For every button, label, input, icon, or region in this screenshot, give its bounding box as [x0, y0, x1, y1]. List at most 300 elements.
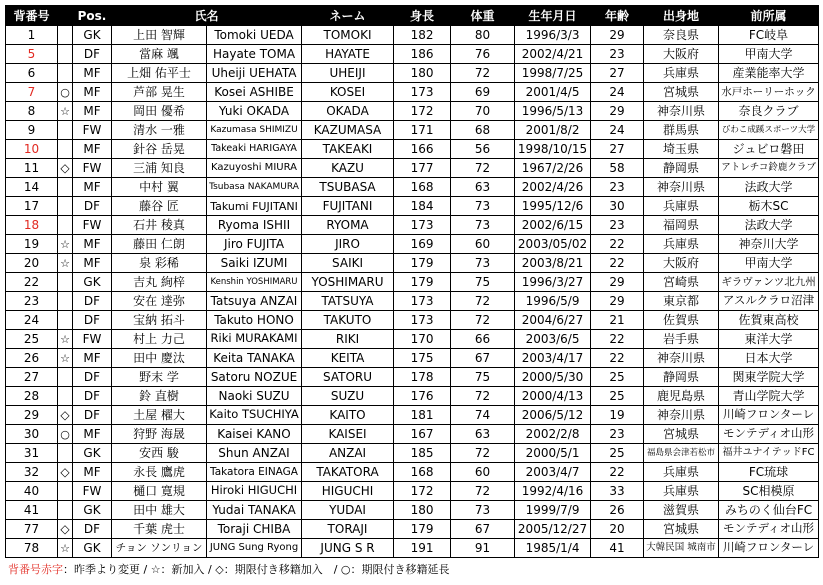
player-number: 40: [6, 482, 58, 501]
player-previous-club: 水戸ホーリーホック: [719, 83, 819, 102]
player-position: MF: [73, 254, 112, 273]
player-age: 30: [591, 197, 644, 216]
header-hometown: 出身地: [644, 6, 719, 26]
player-weight: 76: [451, 45, 515, 64]
player-height: 175: [394, 349, 451, 368]
player-birthdate: 1985/1/4: [515, 539, 591, 558]
header-display-name: ネーム: [302, 6, 394, 26]
player-weight: 72: [451, 64, 515, 83]
player-number: 27: [6, 368, 58, 387]
player-birthdate: 2000/4/13: [515, 387, 591, 406]
player-position: MF: [73, 64, 112, 83]
player-display-name: TORAJI: [302, 520, 394, 539]
player-weight: 72: [451, 387, 515, 406]
player-position: GK: [73, 273, 112, 292]
player-name-en: Keita TANAKA: [207, 349, 302, 368]
player-position: MF: [73, 349, 112, 368]
player-name-en: Satoru NOZUE: [207, 368, 302, 387]
player-birthdate: 1996/3/3: [515, 26, 591, 45]
player-age: 24: [591, 83, 644, 102]
player-birthdate: 2005/12/27: [515, 520, 591, 539]
player-name-en: Yudai TANAKA: [207, 501, 302, 520]
player-status-mark: [58, 178, 73, 197]
player-hometown: 滋賀県: [644, 501, 719, 520]
player-age: 23: [591, 216, 644, 235]
player-display-name: SUZU: [302, 387, 394, 406]
player-weight: 70: [451, 102, 515, 121]
player-previous-club: モンテディオ山形: [719, 425, 819, 444]
player-number: 24: [6, 311, 58, 330]
player-status-mark: ☆: [58, 539, 73, 558]
player-birthdate: 1998/10/15: [515, 140, 591, 159]
player-name-ja: 上田 智輝: [112, 26, 207, 45]
player-height: 182: [394, 26, 451, 45]
player-name-ja: 芦部 晃生: [112, 83, 207, 102]
player-age: 22: [591, 254, 644, 273]
player-height: 172: [394, 482, 451, 501]
player-name-en: Riki MURAKAMI: [207, 330, 302, 349]
player-display-name: TOMOKI: [302, 26, 394, 45]
player-status-mark: [58, 273, 73, 292]
player-height: 185: [394, 444, 451, 463]
player-status-mark: ◇: [58, 406, 73, 425]
player-position: DF: [73, 311, 112, 330]
player-number: 28: [6, 387, 58, 406]
player-number: 5: [6, 45, 58, 64]
player-weight: 69: [451, 83, 515, 102]
player-birthdate: 2004/6/27: [515, 311, 591, 330]
player-row: [6, 349, 819, 368]
player-display-name: TAKEAKI: [302, 140, 394, 159]
player-birthdate: 2002/4/26: [515, 178, 591, 197]
player-previous-club: みちのく仙台FC: [719, 501, 819, 520]
player-hometown: 東京都: [644, 292, 719, 311]
player-name-en: Tatsuya ANZAI: [207, 292, 302, 311]
player-weight: 60: [451, 235, 515, 254]
player-hometown: 神奈川県: [644, 349, 719, 368]
player-hometown: 兵庫県: [644, 463, 719, 482]
player-number: 41: [6, 501, 58, 520]
player-name-ja: 吉丸 絢梓: [112, 273, 207, 292]
player-name-ja: 永長 鷹虎: [112, 463, 207, 482]
player-height: 172: [394, 102, 451, 121]
header-position: Pos.: [73, 6, 112, 26]
player-status-mark: [58, 26, 73, 45]
player-number: 25: [6, 330, 58, 349]
player-weight: 73: [451, 216, 515, 235]
player-hometown: 宮城県: [644, 520, 719, 539]
player-height: 180: [394, 501, 451, 520]
header-mark: [58, 6, 73, 26]
player-name-ja: 藤谷 匠: [112, 197, 207, 216]
player-weight: 75: [451, 368, 515, 387]
player-display-name: KOSEI: [302, 83, 394, 102]
player-birthdate: 1998/7/25: [515, 64, 591, 83]
player-position: DF: [73, 387, 112, 406]
player-weight: 68: [451, 121, 515, 140]
player-previous-club: 甲南大学: [719, 45, 819, 64]
player-name-ja: チョン ソンリョン: [112, 539, 207, 558]
player-status-mark: [58, 444, 73, 463]
player-weight: 63: [451, 178, 515, 197]
player-previous-club: FC岐阜: [719, 26, 819, 45]
player-hometown: 兵庫県: [644, 482, 719, 501]
player-status-mark: [58, 140, 73, 159]
player-height: 173: [394, 216, 451, 235]
player-height: 166: [394, 140, 451, 159]
player-previous-club: 法政大学: [719, 178, 819, 197]
player-hometown: 兵庫県: [644, 197, 719, 216]
player-hometown: 大阪府: [644, 254, 719, 273]
player-name-ja: 狩野 海晟: [112, 425, 207, 444]
player-age: 20: [591, 520, 644, 539]
player-name-ja: 樋口 寛規: [112, 482, 207, 501]
player-number: 78: [6, 539, 58, 558]
player-number: 32: [6, 463, 58, 482]
player-weight: 56: [451, 140, 515, 159]
header-birthdate: 生年月日: [515, 6, 591, 26]
player-hometown: 大韓民国 城南市: [644, 539, 719, 558]
player-name-en: Saiki IZUMI: [207, 254, 302, 273]
player-number: 6: [6, 64, 58, 83]
player-weight: 67: [451, 520, 515, 539]
header-row: [6, 6, 819, 26]
player-age: 26: [591, 501, 644, 520]
player-previous-club: 栃木SC: [719, 197, 819, 216]
player-number: 9: [6, 121, 58, 140]
player-name-en: Takumi FUJITANI: [207, 197, 302, 216]
player-status-mark: [58, 292, 73, 311]
player-position: MF: [73, 235, 112, 254]
player-height: 173: [394, 83, 451, 102]
player-row: [6, 387, 819, 406]
player-name-en: Yuki OKADA: [207, 102, 302, 121]
player-display-name: JIRO: [302, 235, 394, 254]
player-birthdate: 2003/05/02: [515, 235, 591, 254]
player-height: 184: [394, 197, 451, 216]
table-body: [6, 26, 819, 558]
player-name-en: Kazuyoshi MIURA: [207, 159, 302, 178]
player-name-en: Hayate TOMA: [207, 45, 302, 64]
player-name-ja: 安西 駿: [112, 444, 207, 463]
player-status-mark: ☆: [58, 235, 73, 254]
player-name-ja: 三浦 知良: [112, 159, 207, 178]
table-header: [6, 6, 819, 26]
player-previous-club: 法政大学: [719, 216, 819, 235]
player-hometown: 兵庫県: [644, 235, 719, 254]
player-status-mark: ◇: [58, 159, 73, 178]
player-birthdate: 1999/7/9: [515, 501, 591, 520]
header-number: 背番号: [6, 6, 58, 26]
player-position: MF: [73, 83, 112, 102]
player-display-name: YOSHIMARU: [302, 273, 394, 292]
player-number: 19: [6, 235, 58, 254]
player-birthdate: 1996/5/9: [515, 292, 591, 311]
player-display-name: YUDAI: [302, 501, 394, 520]
player-status-mark: ◇: [58, 520, 73, 539]
legend: [8, 562, 450, 578]
player-age: 22: [591, 349, 644, 368]
player-number: 77: [6, 520, 58, 539]
player-weight: 74: [451, 406, 515, 425]
player-weight: 75: [451, 273, 515, 292]
header-weight: 体重: [451, 6, 515, 26]
player-display-name: KAZUMASA: [302, 121, 394, 140]
header-height: 身長: [394, 6, 451, 26]
player-row: [6, 273, 819, 292]
player-row: [6, 444, 819, 463]
player-display-name: RIKI: [302, 330, 394, 349]
player-display-name: SATORU: [302, 368, 394, 387]
player-display-name: UHEIJI: [302, 64, 394, 83]
player-age: 33: [591, 482, 644, 501]
player-age: 58: [591, 159, 644, 178]
player-name-en: Kaisei KANO: [207, 425, 302, 444]
player-previous-club: 青山学院大学: [719, 387, 819, 406]
player-age: 22: [591, 463, 644, 482]
player-name-ja: 清水 一雅: [112, 121, 207, 140]
player-age: 23: [591, 45, 644, 64]
player-row: [6, 254, 819, 273]
player-position: GK: [73, 444, 112, 463]
player-position: DF: [73, 406, 112, 425]
player-position: FW: [73, 121, 112, 140]
player-weight: 80: [451, 26, 515, 45]
player-name-ja: 田中 雄大: [112, 501, 207, 520]
player-birthdate: 2001/8/2: [515, 121, 591, 140]
player-height: 181: [394, 406, 451, 425]
player-birthdate: 2002/2/8: [515, 425, 591, 444]
player-hometown: 佐賀県: [644, 311, 719, 330]
player-age: 22: [591, 330, 644, 349]
player-number: 29: [6, 406, 58, 425]
player-height: 177: [394, 159, 451, 178]
player-height: 179: [394, 254, 451, 273]
player-weight: 73: [451, 501, 515, 520]
player-number: 20: [6, 254, 58, 273]
player-previous-club: 川崎フロンターレ: [719, 539, 819, 558]
player-name-ja: 中村 翼: [112, 178, 207, 197]
player-age: 29: [591, 292, 644, 311]
player-weight: 72: [451, 444, 515, 463]
player-number: 11: [6, 159, 58, 178]
player-status-mark: ☆: [58, 102, 73, 121]
player-height: 179: [394, 273, 451, 292]
legend-text: ：昨季より変更 / ☆：新加入 / ◇：期限付き移籍加入 / ○：期限付き移籍延長: [63, 563, 450, 576]
player-name-ja: 野末 学: [112, 368, 207, 387]
player-number: 23: [6, 292, 58, 311]
player-number: 1: [6, 26, 58, 45]
player-row: [6, 425, 819, 444]
player-row: [6, 102, 819, 121]
player-height: 168: [394, 178, 451, 197]
player-status-mark: [58, 311, 73, 330]
player-display-name: TATSUYA: [302, 292, 394, 311]
player-display-name: HAYATE: [302, 45, 394, 64]
player-height: 171: [394, 121, 451, 140]
player-previous-club: 佐賀東高校: [719, 311, 819, 330]
player-hometown: 宮城県: [644, 83, 719, 102]
header-age: 年齢: [591, 6, 644, 26]
player-birthdate: 2003/4/17: [515, 349, 591, 368]
player-previous-club: アトレチコ鈴鹿クラブ: [719, 159, 819, 178]
player-name-en: Ryoma ISHII: [207, 216, 302, 235]
player-status-mark: [58, 45, 73, 64]
player-previous-club: 福井ユナイテッドFC: [719, 444, 819, 463]
player-status-mark: [58, 216, 73, 235]
player-birthdate: 2003/4/7: [515, 463, 591, 482]
player-age: 24: [591, 121, 644, 140]
player-name-ja: 岡田 優希: [112, 102, 207, 121]
player-previous-club: 産業能率大学: [719, 64, 819, 83]
player-hometown: 宮城県: [644, 425, 719, 444]
player-position: GK: [73, 539, 112, 558]
player-previous-club: モンテディオ山形: [719, 520, 819, 539]
player-hometown: 兵庫県: [644, 64, 719, 83]
player-display-name: TAKATORA: [302, 463, 394, 482]
player-weight: 91: [451, 539, 515, 558]
player-name-en: Takatora EINAGA: [207, 463, 302, 482]
player-number: 26: [6, 349, 58, 368]
player-row: [6, 482, 819, 501]
player-name-ja: 石井 稜真: [112, 216, 207, 235]
player-birthdate: 2003/8/21: [515, 254, 591, 273]
player-position: FW: [73, 216, 112, 235]
player-row: [6, 520, 819, 539]
player-height: 176: [394, 387, 451, 406]
player-name-en: Hiroki HIGUCHI: [207, 482, 302, 501]
player-weight: 72: [451, 482, 515, 501]
player-age: 25: [591, 368, 644, 387]
player-position: DF: [73, 520, 112, 539]
player-name-ja: 土屋 櫂大: [112, 406, 207, 425]
player-hometown: 大阪府: [644, 45, 719, 64]
player-row: [6, 64, 819, 83]
player-row: [6, 45, 819, 64]
player-birthdate: 1996/5/13: [515, 102, 591, 121]
player-number: 8: [6, 102, 58, 121]
player-name-en: Takeaki HARIGAYA: [207, 140, 302, 159]
player-row: [6, 159, 819, 178]
player-weight: 72: [451, 292, 515, 311]
player-previous-club: FC琉球: [719, 463, 819, 482]
player-name-ja: 針谷 岳晃: [112, 140, 207, 159]
player-name-ja: 田中 慶汰: [112, 349, 207, 368]
player-previous-club: 神奈川大学: [719, 235, 819, 254]
player-age: 29: [591, 273, 644, 292]
player-name-en: Kosei ASHIBE: [207, 83, 302, 102]
player-height: 168: [394, 463, 451, 482]
player-status-mark: [58, 64, 73, 83]
player-weight: 60: [451, 463, 515, 482]
player-number: 7: [6, 83, 58, 102]
player-display-name: SAIKI: [302, 254, 394, 273]
player-row: [6, 235, 819, 254]
player-position: GK: [73, 501, 112, 520]
player-name-en: Kenshin YOSHIMARU: [207, 273, 302, 292]
player-birthdate: 2006/5/12: [515, 406, 591, 425]
player-hometown: 神奈川県: [644, 102, 719, 121]
player-previous-club: 甲南大学: [719, 254, 819, 273]
player-name-ja: 安在 達弥: [112, 292, 207, 311]
player-height: 173: [394, 292, 451, 311]
player-row: [6, 197, 819, 216]
player-age: 21: [591, 311, 644, 330]
player-age: 19: [591, 406, 644, 425]
player-number: 31: [6, 444, 58, 463]
player-status-mark: ☆: [58, 254, 73, 273]
player-display-name: KEITA: [302, 349, 394, 368]
player-status-mark: ○: [58, 83, 73, 102]
player-row: [6, 121, 819, 140]
player-height: 170: [394, 330, 451, 349]
player-previous-club: アスルクラロ沼津: [719, 292, 819, 311]
player-position: DF: [73, 197, 112, 216]
player-weight: 73: [451, 254, 515, 273]
player-display-name: RYOMA: [302, 216, 394, 235]
player-birthdate: 1995/12/6: [515, 197, 591, 216]
player-position: FW: [73, 159, 112, 178]
player-display-name: HIGUCHI: [302, 482, 394, 501]
player-hometown: 岩手県: [644, 330, 719, 349]
player-number: 18: [6, 216, 58, 235]
player-birthdate: 2000/5/30: [515, 368, 591, 387]
player-hometown: 神奈川県: [644, 406, 719, 425]
player-display-name: OKADA: [302, 102, 394, 121]
player-name-en: Naoki SUZU: [207, 387, 302, 406]
player-name-ja: 鈴 直樹: [112, 387, 207, 406]
player-previous-club: びわこ成蹊スポーツ大学: [719, 121, 819, 140]
player-position: MF: [73, 178, 112, 197]
player-weight: 66: [451, 330, 515, 349]
player-age: 27: [591, 140, 644, 159]
player-name-en: Takuto HONO: [207, 311, 302, 330]
player-name-ja: 村上 力己: [112, 330, 207, 349]
player-row: [6, 311, 819, 330]
player-previous-club: ギラヴァンツ北九州: [719, 273, 819, 292]
player-age: 27: [591, 64, 644, 83]
player-display-name: TAKUTO: [302, 311, 394, 330]
player-birthdate: 1996/3/27: [515, 273, 591, 292]
player-position: FW: [73, 482, 112, 501]
player-age: 25: [591, 444, 644, 463]
header-previous-club: 前所属: [719, 6, 819, 26]
player-row: [6, 501, 819, 520]
player-previous-club: 関東学院大学: [719, 368, 819, 387]
player-weight: 63: [451, 425, 515, 444]
player-birthdate: 2001/4/5: [515, 83, 591, 102]
player-name-ja: 宝納 拓斗: [112, 311, 207, 330]
player-name-en: Tsubasa NAKAMURA: [207, 178, 302, 197]
player-display-name: JUNG S R: [302, 539, 394, 558]
player-weight: 72: [451, 159, 515, 178]
player-hometown: 鹿児島県: [644, 387, 719, 406]
player-name-en: Kazumasa SHIMIZU: [207, 121, 302, 140]
player-status-mark: [58, 501, 73, 520]
player-display-name: KAZU: [302, 159, 394, 178]
player-height: 173: [394, 311, 451, 330]
player-position: MF: [73, 425, 112, 444]
player-status-mark: [58, 197, 73, 216]
player-previous-club: 日本大学: [719, 349, 819, 368]
player-row: [6, 292, 819, 311]
player-name-en: Jiro FUJITA: [207, 235, 302, 254]
player-display-name: ANZAI: [302, 444, 394, 463]
player-age: 29: [591, 26, 644, 45]
player-age: 29: [591, 102, 644, 121]
player-position: DF: [73, 368, 112, 387]
player-birthdate: 2002/4/21: [515, 45, 591, 64]
